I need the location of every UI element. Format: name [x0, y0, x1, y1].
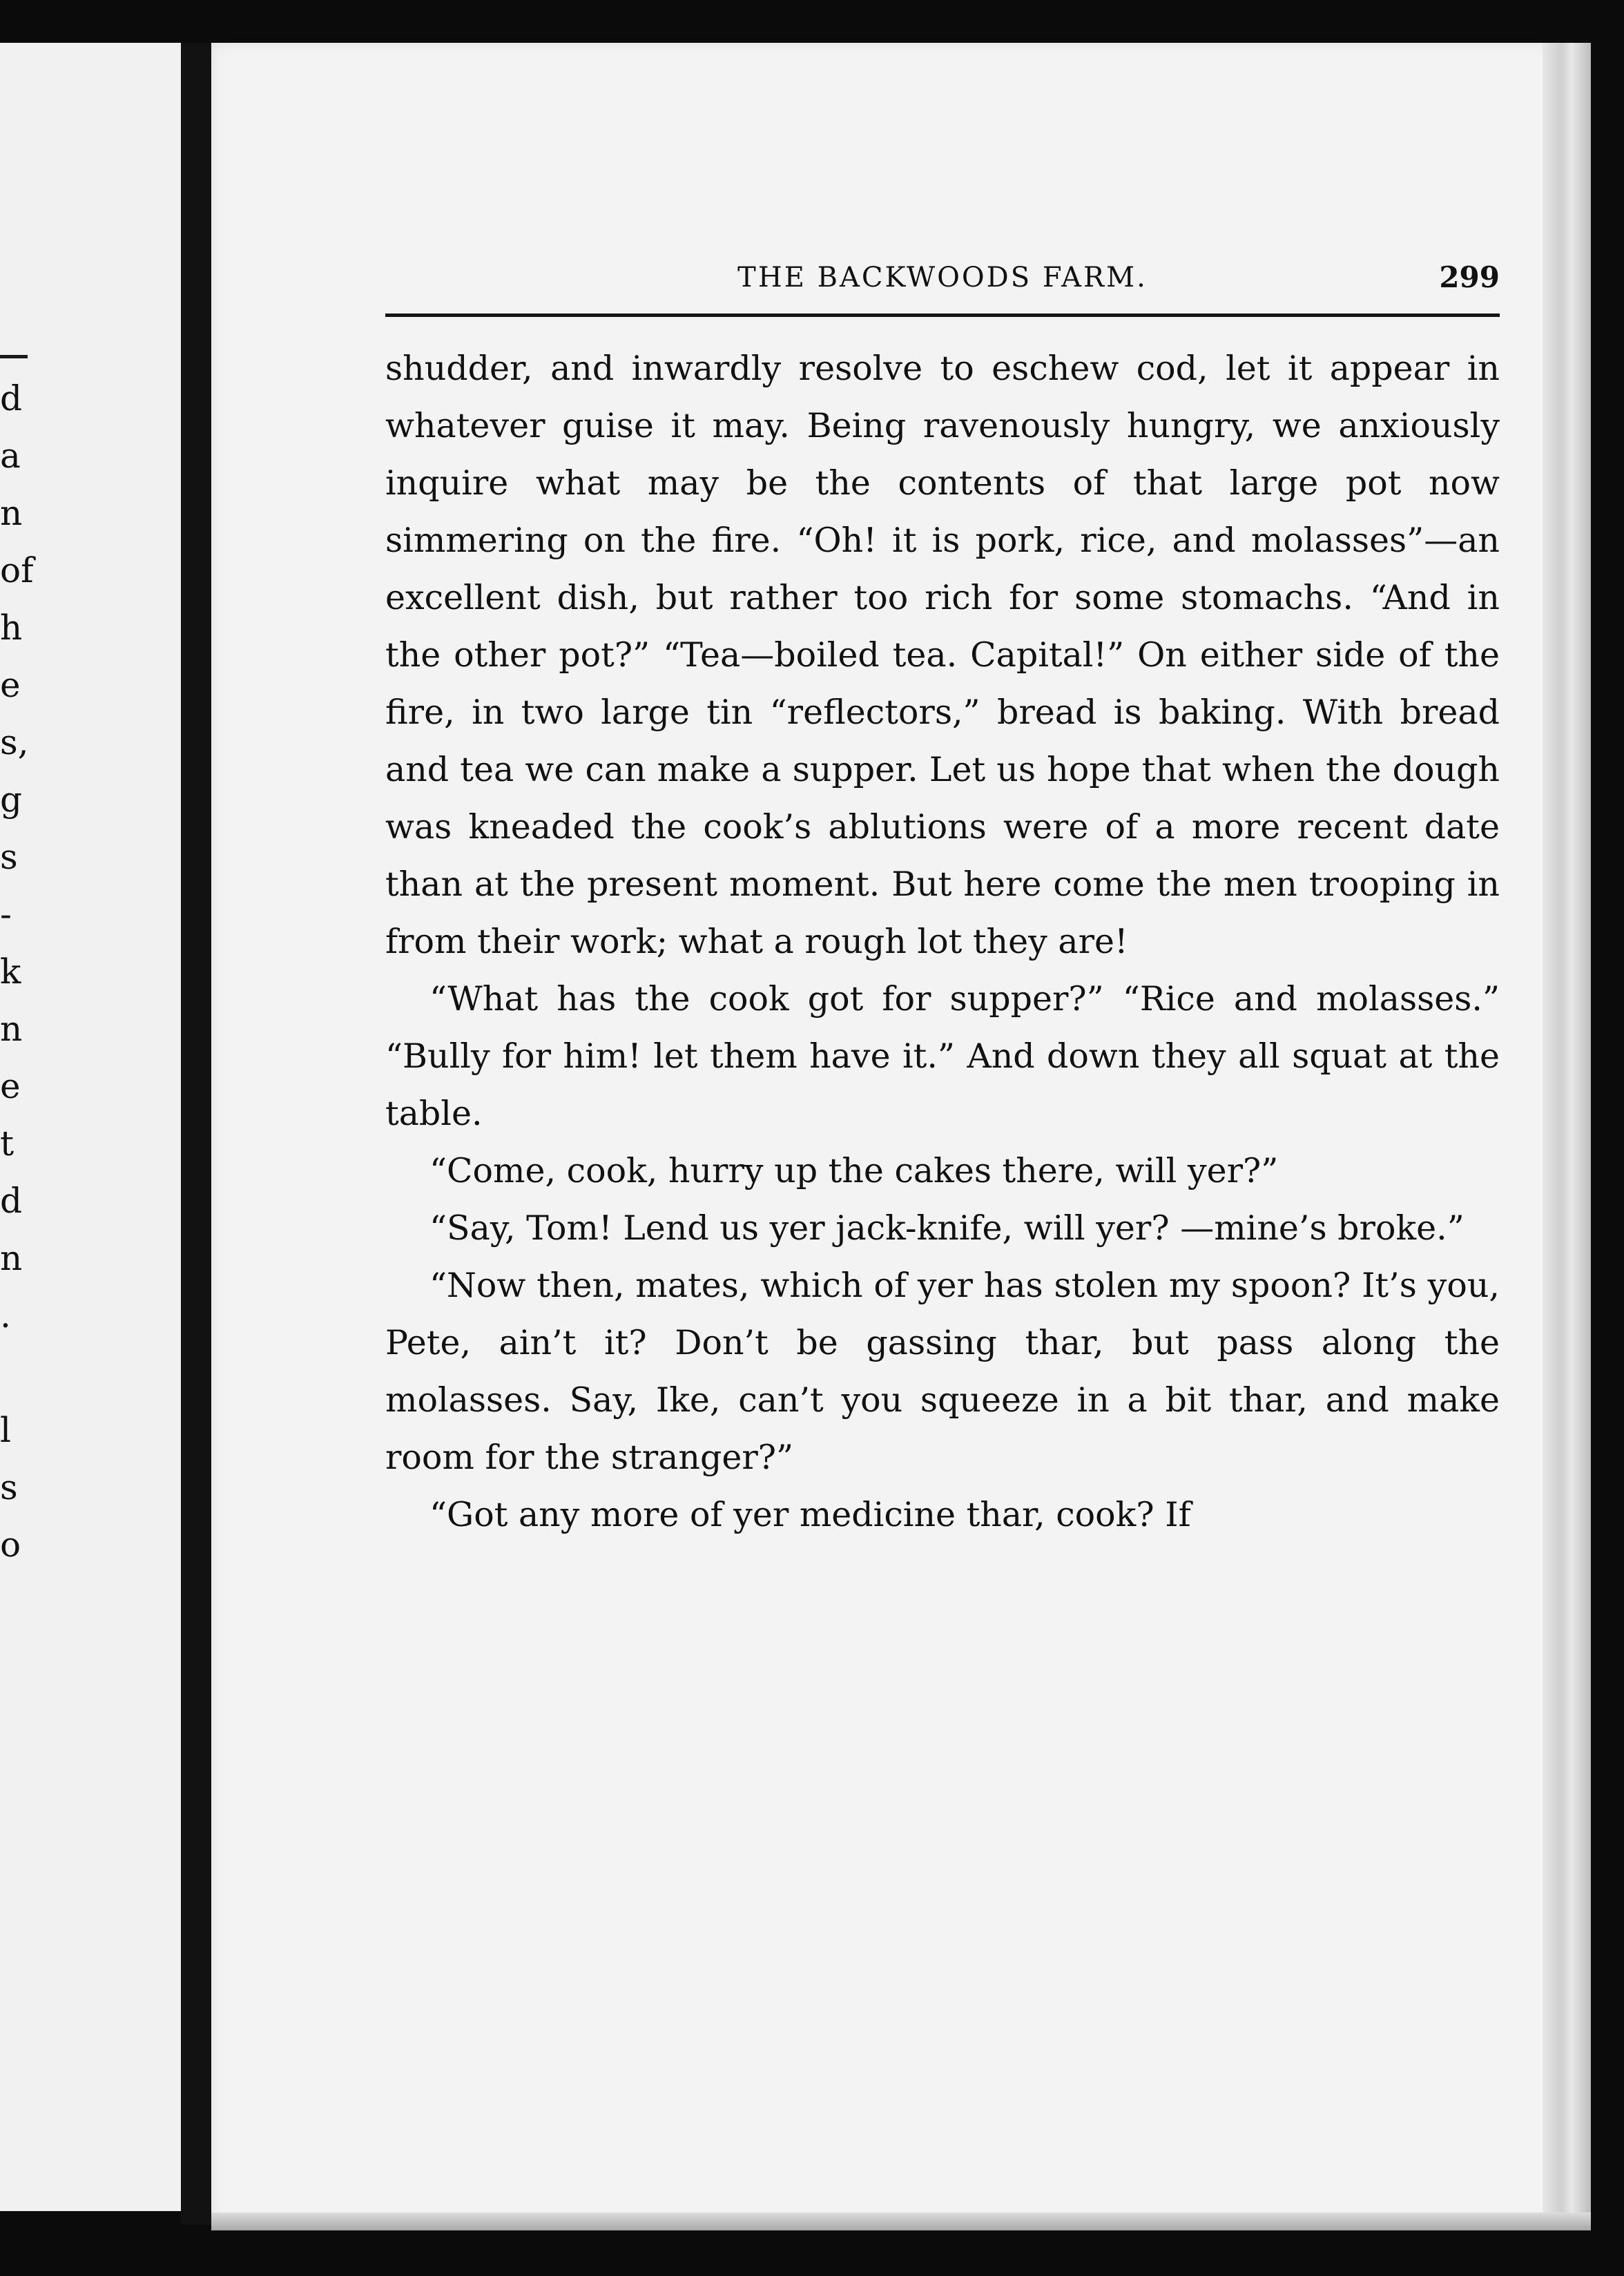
paragraph: “Come, cook, hurry up the cakes there, will yer?”: [429, 1151, 1279, 1190]
left-page-header-rule: [0, 355, 28, 358]
left-page-fragment: t: [0, 1123, 14, 1164]
left-page-fragment: l: [0, 1410, 11, 1450]
left-facing-page: [0, 43, 184, 2211]
header-rule: [385, 314, 1500, 317]
left-page-fragment: d: [0, 378, 23, 418]
left-page-fragment: o: [0, 1525, 21, 1565]
paragraph: “What has the cook got for supper?” “Rice and molasses.” “Bully for him! let them have it.” And down they all squat at the table.: [385, 979, 1500, 1133]
left-page-fragment: -: [0, 894, 12, 934]
page-number: 299: [1439, 260, 1500, 294]
left-page-fragment: s: [0, 1467, 18, 1507]
left-page-fragment: h: [0, 608, 23, 648]
left-page-fragment: of: [0, 550, 34, 590]
paragraph: “Now then, mates, which of yer has stolen my spoon? It’s you, Pete, ain’t it? Don’t be gassing thar, but pass along the molasses. Say, Ike, can’t you squeeze in a bit thar, and make room for the stranger?”: [385, 1266, 1500, 1477]
page-edge-shadow: [1543, 43, 1591, 2230]
left-page-fragment: n: [0, 1009, 23, 1049]
right-page: [211, 43, 1591, 2230]
book-gutter: [181, 43, 214, 2225]
left-page-fragment: d: [0, 1181, 23, 1221]
body-text: [385, 340, 1500, 1543]
page-bottom-edge: [211, 2212, 1591, 2230]
left-page-fragment: s: [0, 837, 18, 877]
paragraph: “Say, Tom! Lend us yer jack-knife, will yer? —mine’s broke.”: [429, 1208, 1464, 1248]
left-page-fragment: g: [0, 780, 23, 820]
paragraph: “Got any more of yer medicine thar, cook? If: [429, 1495, 1191, 1534]
left-page-fragment: a: [0, 436, 21, 476]
left-page-fragment: .: [0, 1295, 11, 1335]
left-page-fragment: k: [0, 952, 21, 992]
left-page-fragment: s,: [0, 722, 29, 762]
left-page-fragment: e: [0, 665, 21, 705]
left-page-fragment: n: [0, 493, 23, 533]
running-header: [385, 250, 1500, 305]
paragraph: shudder, and inwardly resolve to eschew cod, let it appear in whatever guise it may. Being ravenously hungry, we anxiously inquire what may be the contents of that large pot now simmering on the fire. “Oh! it is pork, rice, and molasses”—an excellent dish, but rather too rich for some stomachs. “And in the other pot?” “Tea—boiled tea. Capital!” On either side of the fire, in two large tin “reflectors,” bread is baking. With bread and tea we can make a supper. Let us hope that when the dough was kneaded the cook’s ablutions were of a more recent date than at the present moment. But here come the men trooping in from their work; what a rough lot they are!: [385, 349, 1500, 961]
left-page-fragment: n: [0, 1238, 23, 1278]
running-title: THE BACKWOODS FARM.: [737, 262, 1148, 293]
left-page-fragment: e: [0, 1066, 21, 1106]
